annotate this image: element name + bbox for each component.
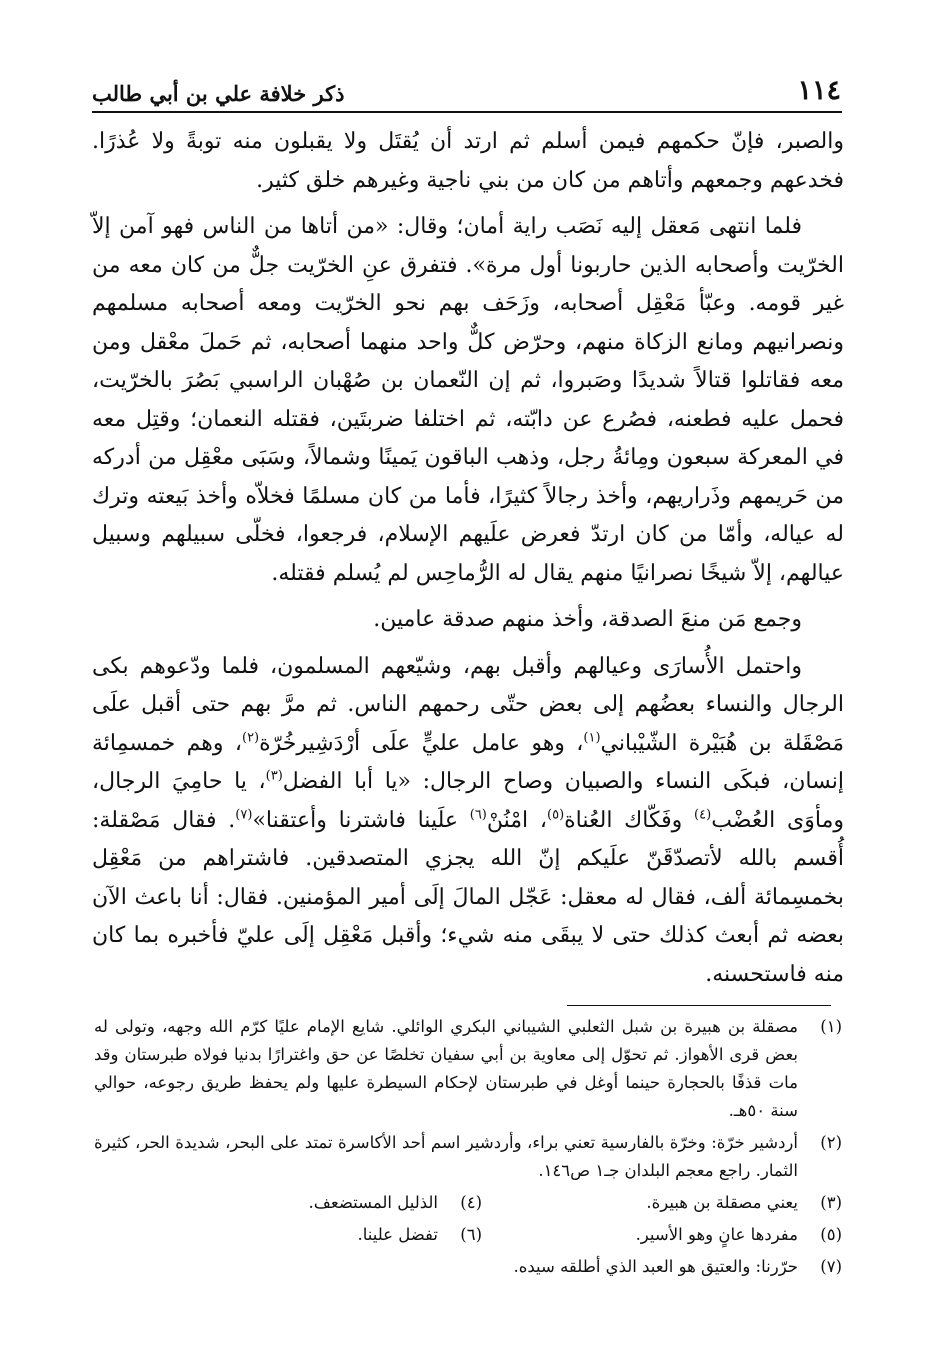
footnotes	[94, 1013, 842, 1285]
footnote-7	[94, 1253, 842, 1281]
footnote-text: تفضل علينا.	[357, 1225, 438, 1244]
footnote-text: أردشير خرّة: وخرّة بالفارسية تعني براء، وأردشير اسم أحد الأكاسرة تمتد على البحر، شديدة الحر، كثيرة الثمار. راجع معجم البلدان جـ١ ص١٤٦.	[94, 1133, 798, 1180]
body-text	[92, 123, 844, 994]
footnote-text: الذليل المستضعف.	[308, 1193, 438, 1212]
running-title: ذكر خلافة علي بن أبي طالب	[92, 81, 345, 106]
footnote-marker-1: (١)	[583, 730, 601, 746]
footnote-marker-3: (٣)	[265, 768, 283, 784]
footnote-number: (١)	[820, 1017, 842, 1036]
footnote-text: مفردها عانٍ وهو الأسير.	[635, 1225, 798, 1244]
footnote-4	[122, 1189, 482, 1217]
footnote-text: حرّرنا: والعتيق هو العبد الذي أطلقه سيده.	[513, 1257, 798, 1276]
text-run: ، وهو عامل عليٍّ علَى أرْدَشِيرخُرّة	[259, 730, 584, 756]
page-number: ١١٤	[797, 75, 841, 106]
footnote-rule	[567, 1005, 831, 1006]
footnote-marker-2: (٢)	[241, 730, 260, 746]
footnote-marker-5: (٥)	[547, 807, 565, 823]
footnote-2	[94, 1129, 842, 1185]
footnote-number: (٣)	[820, 1193, 842, 1212]
footnote-number: (٢)	[820, 1133, 842, 1152]
text-run: ، امْنُنْ	[486, 807, 547, 833]
footnote-marker-6: (٦)	[469, 807, 487, 823]
footnote-number: (٦)	[460, 1225, 482, 1244]
text-run: . فقال مَصْقلة: أُقسم بالله لأتصدّقَنّ علَيكم إنّ الله يجزي المتصدقين. فاشتراهم من مَعْقِل بخمسِمائة ألف، فقال له معقل: عَجّل المالَ إلَى أمير المؤمنين. فقال: أنا باعث الآن بعضه ثم أبعث كذلك حتى لا يبقَى منه شيء؛ وأقبل مَعْقِل إلَى عليّ فأخبره بما كان منه فاستحسنه.	[92, 807, 844, 987]
footnote-text: يعني مصقلة بن هبيرة.	[646, 1193, 798, 1212]
page-header	[92, 66, 841, 106]
paragraph-4	[92, 648, 844, 995]
footnote-number: (٧)	[820, 1257, 842, 1276]
footnote-marker-4: (٤)	[694, 807, 712, 823]
footnote-3	[482, 1189, 842, 1217]
paragraph-3: وجمع مَن منعَ الصدقة، وأخذ منهم صدقة عامين.	[373, 607, 802, 632]
text-run: ، يا حامِيَ الرجال، ومأوَى العُضْب	[92, 769, 844, 833]
footnote-5	[482, 1221, 842, 1249]
footnote-number: (٤)	[460, 1193, 482, 1212]
paragraph-1: والصبر، فإنّ حكمهم فيمن أسلم ثم ارتد أن يُقتَل ولا يقبلون منه توبةً ولا عُذرًا. فخدعهم وجمعهم وأتاهم من كان من بني ناجية وغيرهم خلق كثير.	[92, 129, 844, 193]
footnote-text: مصقلة بن هبيرة بن شبل الثعلبي الشيباني البكري الوائلي. شايع الإمام عليًا كرّم الله وجهه، وتولى له بعض قرى الأهواز. ثم تحوّل إلى معاوية بن أبي سفيان تخلصًا عن حق واغترارًا بدنيا فولاه طبرستان وقد مات قذفًا بالحجارة حينما أوغل في طبرستان لإحكام السيطرة عليها ولم يحفظ طريق رجوعه، حوالي سنة ٥٠هـ.	[94, 1017, 798, 1120]
footnote-row	[94, 1189, 842, 1217]
header-rule	[92, 111, 842, 113]
text-run: وفَكّاك العُناة	[564, 807, 695, 833]
footnote-number: (٥)	[820, 1225, 842, 1244]
text-run: واحتمل الأُسارَى وعيالهم وأقبل بهم، وشيّعهم المسلمون، فلما ودّعوهم بكى الرجال والنساء بعضُهم إلى بعض حتّى رحمهم الناس. ثم مرَّ بهم حتى أقبل علَى مَصْقَلة بن هُبَيْرة الشّيْباني	[92, 653, 844, 756]
text-run: ، وهم خمسمِائة إنسان، فبكَى النساء والصبيان وصاح الرجال: «يا أبا الفضل	[92, 730, 844, 794]
text-run: علَينا فاشترنا وأعتقنا»	[252, 807, 470, 833]
footnote-row	[94, 1221, 842, 1249]
footnote-marker-7: (٧)	[235, 807, 253, 823]
footnote-6	[122, 1221, 482, 1249]
footnote-1	[94, 1013, 842, 1125]
paragraph-2: فلما انتهى مَعقل إليه نَصَب راية أمان؛ وقال: «من أتاها من الناس فهو آمن إلاّ الخرّيت وأصحابه الذين حاربونا أول مرة». فتفرق عنِ الخرّيت جلٌّ من كان معه من غير قومه. وعبّأ مَعْقِل أصحابه، وزَحَف بهم نحو الخرّيت ومعه أصحابه مسلمهم ونصرانيهم ومانع الزكاة منهم، وحرّض كلٌّ واحد منهما أصحابه، ثم حَملَ معْقل ومن معه فقاتلوا قتالاً شديدًا وصَبروا، ثم إن النّعمان بن صُهْبان الراسبي بَصُرَ بالخرّيت، فحمل عليه فطعنه، فصُرع عن دابّته، ثم اختلفا ضربتَين، فقتله النعمان؛ وقتِل معه في المعركة سبعون ومِائةُ رجل، وذهب الباقون يَمينًا وشمالاً، وسَبَى معْقِل من أدركه من حَريمهم وذَراريهم، وأخذ رجالاً كثيرًا، فأما من كان مسلمًا فخلاّه وأخذ بَيعته وترك له عياله، وأمّا من كان ارتدّ فعرض علَيهم الإسلام، فرجعوا، فخلّى سبيلهم وسبيل عيالهم، إلاّ شيخًا نصرانيًا منهم يقال له الرُّماحِس لم يُسلم فقتله.	[92, 214, 844, 586]
